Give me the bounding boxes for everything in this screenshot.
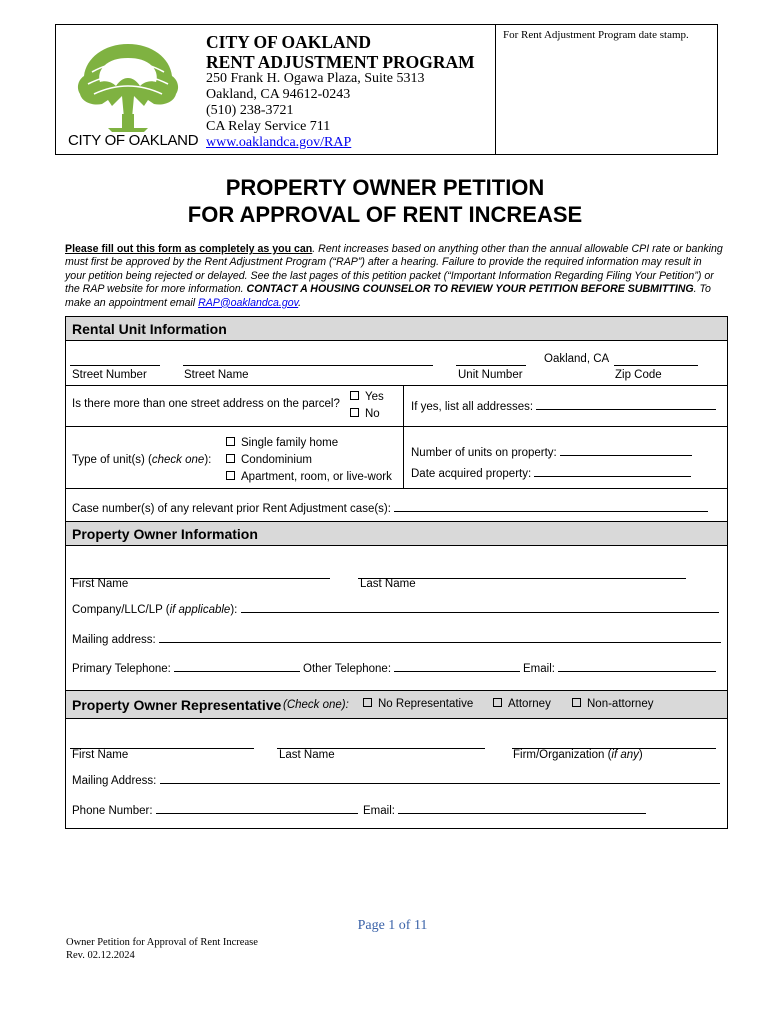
divider: [66, 426, 727, 427]
logo-text: CITY OF OAKLAND: [68, 132, 199, 149]
zip-code-label: Zip Code: [615, 369, 662, 381]
owner-last-name-label: Last Name: [360, 578, 416, 590]
company-label: Company/LLC/LP (: [72, 604, 170, 616]
rep-firm-hint: if any: [611, 749, 639, 761]
website-link[interactable]: www.oaklandca.gov/RAP: [206, 135, 352, 150]
rep-last-name-field[interactable]: [277, 737, 485, 749]
divider: [403, 386, 404, 426]
footer-doc-title: Owner Petition for Approval of Rent Increase: [66, 937, 258, 948]
street-name-field[interactable]: [183, 354, 433, 366]
rep-phone-field[interactable]: [156, 802, 358, 814]
unit-number-label: Unit Number: [458, 369, 523, 381]
rep-phone-label: Phone Number:: [72, 805, 153, 817]
date-acquired-field[interactable]: [534, 465, 691, 477]
street-number-label: Street Number: [72, 369, 147, 381]
rep-mailing-label: Mailing Address:: [72, 775, 157, 787]
no-checkbox[interactable]: [350, 408, 359, 417]
unit-type-option: Single family home: [241, 437, 339, 449]
page-number: Page 1 of 11: [357, 918, 428, 933]
no-label: No: [365, 408, 380, 420]
representative-check-one: (Check one):: [283, 699, 349, 711]
city-prefix: Oakland, CA: [544, 353, 610, 365]
date-acquired-label: Date acquired property:: [411, 468, 532, 480]
oak-tree-icon: [64, 36, 192, 136]
city-name: CITY OF OAKLAND: [206, 32, 371, 52]
representative-title: Property Owner Representative: [72, 697, 282, 713]
instructions-body-2: . To make an appointment email: [65, 283, 711, 309]
instructions: [65, 243, 725, 310]
address-line-2: Oakland, CA 94612-0243: [206, 87, 351, 102]
page-title-line-1: PROPERTY OWNER PETITION: [225, 175, 545, 200]
rep-firm-label: Firm/Organization (: [513, 749, 612, 761]
owner-title: Property Owner Information: [72, 526, 258, 542]
non-attorney-checkbox[interactable]: [572, 698, 581, 707]
relay-service: CA Relay Service 711: [206, 119, 331, 134]
case-numbers-field[interactable]: [394, 500, 708, 512]
rap-email-link[interactable]: RAP@oaklandca.gov: [198, 296, 299, 309]
owner-first-name-label: First Name: [72, 578, 129, 590]
rep-email-field[interactable]: [398, 802, 646, 814]
street-number-field[interactable]: [70, 354, 160, 366]
city-logo: [64, 36, 199, 152]
rental-unit-title: Rental Unit Information: [72, 321, 227, 337]
representative-option: Non-attorney: [587, 698, 654, 710]
divider: [403, 427, 404, 488]
condominium-checkbox[interactable]: [226, 454, 235, 463]
rep-email-label: Email:: [363, 805, 395, 817]
street-name-label: Street Name: [184, 369, 249, 381]
owner-email-label: Email:: [523, 663, 555, 675]
instructions-counselor: CONTACT A HOUSING COUNSELOR TO REVIEW YOUR PETITION BEFORE SUBMITTING: [246, 283, 694, 296]
owner-mailing-label: Mailing address:: [72, 634, 156, 646]
apartment-checkbox[interactable]: [226, 471, 235, 480]
instructions-end: .: [298, 296, 302, 309]
company-field[interactable]: [241, 601, 719, 613]
program-name: RENT ADJUSTMENT PROGRAM: [206, 52, 475, 72]
owner-mailing-field[interactable]: [159, 631, 721, 643]
rental-unit-header: [66, 316, 727, 341]
rep-last-name-label: Last Name: [279, 749, 335, 761]
phone: (510) 238-3721: [206, 103, 294, 118]
unit-type-label-end: ):: [204, 454, 212, 466]
divider: [66, 488, 727, 489]
primary-phone-field[interactable]: [174, 660, 300, 672]
footer-revision: Rev. 02.12.2024: [66, 950, 135, 961]
addresses-field[interactable]: [536, 398, 716, 410]
primary-phone-label: Primary Telephone:: [72, 663, 171, 675]
unit-type-option: Apartment, room, or live-work: [241, 471, 392, 483]
unit-type-hint: check one: [151, 454, 205, 466]
zip-code-field[interactable]: [614, 354, 698, 366]
multi-address-question: Is there more than one street address on the parcel?: [72, 398, 340, 410]
attorney-checkbox[interactable]: [493, 698, 502, 707]
owner-header: [66, 521, 727, 546]
yes-checkbox[interactable]: [350, 391, 359, 400]
units-on-property-field[interactable]: [560, 444, 692, 456]
rep-first-name-label: First Name: [72, 749, 129, 761]
single-family-checkbox[interactable]: [226, 437, 235, 446]
address-line-1: 250 Frank H. Ogawa Plaza, Suite 5313: [206, 71, 425, 86]
instructions-body-1: . Rent increases based on anything other than the annual allowable CPI rate or banking must first be approved by the Rent Adjustment Program (“RAP”) after a hearing. Failure to provide the required information may result in your petition being rejected or delayed. See the last pages of this petition packet (“Important Information Regarding Filing Your Petition”) or the RAP website for more information.: [65, 243, 723, 296]
case-numbers-label: Case number(s) of any relevant prior Rent Adjustment case(s):: [72, 503, 391, 515]
company-label-end: ):: [230, 604, 238, 616]
date-stamp-label: For Rent Adjustment Program date stamp.: [503, 29, 689, 41]
unit-type-label: Type of unit(s) (: [72, 454, 152, 466]
other-phone-label: Other Telephone:: [303, 663, 392, 675]
instructions-lead: Please fill out this form as completely as you can: [65, 243, 313, 255]
rep-firm-field[interactable]: [512, 737, 716, 749]
rep-mailing-field[interactable]: [160, 772, 720, 784]
representative-option: Attorney: [508, 698, 551, 710]
unit-type-option: Condominium: [241, 454, 312, 466]
list-addresses-label: If yes, list all addresses:: [411, 401, 534, 413]
yes-label: Yes: [365, 391, 384, 403]
header-divider: [495, 24, 496, 155]
owner-email-field[interactable]: [558, 660, 716, 672]
units-on-property-label: Number of units on property:: [411, 447, 557, 459]
divider: [66, 385, 727, 386]
company-hint: if applicable: [169, 604, 231, 616]
rep-firm-label-end: ): [638, 749, 643, 761]
other-phone-field[interactable]: [394, 660, 520, 672]
representative-option: No Representative: [378, 698, 474, 710]
rep-first-name-field[interactable]: [70, 737, 254, 749]
unit-number-field[interactable]: [456, 354, 526, 366]
no-representative-checkbox[interactable]: [363, 698, 372, 707]
page-title-line-2: FOR APPROVAL OF RENT INCREASE: [187, 202, 583, 227]
representative-header: [66, 690, 727, 719]
